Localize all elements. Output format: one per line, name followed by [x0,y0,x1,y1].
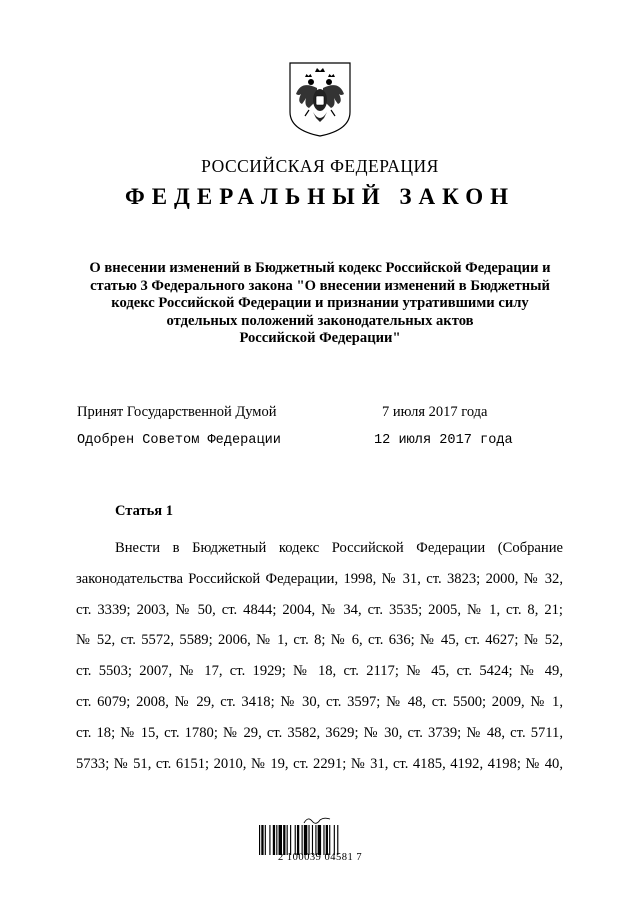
barcode-bar [283,825,285,855]
article-line: ст. 6079; 2008, № 29, ст. 3418; № 30, ст. 3597; № 48, ст. 5500; 2009, № 1, [76,693,563,710]
council-approval-date: 12 июля 2017 года [374,433,513,448]
barcode-bar [259,825,260,855]
barcode-bar [276,825,277,855]
barcode-bar [312,825,313,855]
barcode-icon [258,825,382,855]
article-line: Внести в Бюджетный кодекс Российской Федерации (Собрание [115,540,563,556]
barcode-bar [265,825,266,855]
barcode-bar [326,825,328,855]
signature-mark-icon [302,815,332,825]
country-name: РОССИЙСКАЯ ФЕДЕРАЦИЯ [201,156,439,176]
law-title [70,260,570,348]
barcode-bar [308,825,309,855]
article-body [76,533,563,779]
barcode-bar [329,825,330,855]
barcode-bar [261,825,263,855]
article-line: законодательства Российской Федерации, 1998, № 31, ст. 3823; 2000, № 32, [76,570,563,587]
law-title-line: Российской Федерации" [239,330,401,347]
article-heading: Статья 1 [115,503,173,519]
barcode-bar [315,825,316,855]
council-approval-label: Одобрен Советом Федерации [77,433,281,448]
article-line: № 52, ст. 5572, 5589; 2006, № 1, ст. 8; № 6, ст. 636; № 45, ст. 4627; № 52, [76,632,563,649]
law-title-line: отдельных положений законодательных актов [166,312,474,329]
duma-adoption-date: 7 июля 2017 года [382,404,488,420]
barcode-bar [334,825,335,855]
article-line: 5733; № 51, ст. 6151; 2010, № 19, ст. 2291; № 31, ст. 4185, 4192, 4198; № 40, [76,755,563,772]
barcode-bar [279,825,282,855]
barcode-bar [290,825,291,855]
russian-coat-of-arms-icon [287,60,353,138]
barcode-number: 2 100039 04581 7 [277,852,363,863]
article-line: ст. 3339; 2003, № 50, ст. 4844; 2004, № 34, ст. 3535; 2005, № 1, ст. 8, 21; [76,601,563,618]
barcode-bar [273,825,275,855]
law-title-line: статью 3 Федерального закона "О внесении изменений в Бюджетный [90,277,550,294]
barcode-bar [304,825,307,855]
barcode-bar [297,825,299,855]
law-title-line: О внесении изменений в Бюджетный кодекс Российской Федерации и [89,260,551,276]
article-line: ст. 18; № 15, ст. 1780; № 29, ст. 3582, 3629; № 30, ст. 3739; № 48, ст. 5711, [76,724,563,741]
barcode-bar [287,825,288,855]
barcode [258,815,382,875]
duma-adoption-label: Принят Государственной Думой [77,404,277,420]
article-line: ст. 5503; 2007, № 17, ст. 1929; № 18, ст. 2117; № 45, ст. 5424; № 49, [76,663,563,680]
law-title-line: кодекс Российской Федерации и признании утратившими силу [111,295,529,312]
barcode-bar [295,825,296,855]
barcode-bar [318,825,321,855]
barcode-bar [269,825,270,855]
barcode-bar [337,825,338,855]
document-type: ФЕДЕРАЛЬНЫЙ ЗАКОН [124,184,516,209]
barcode-bar [302,825,303,855]
barcode-bar [323,825,324,855]
